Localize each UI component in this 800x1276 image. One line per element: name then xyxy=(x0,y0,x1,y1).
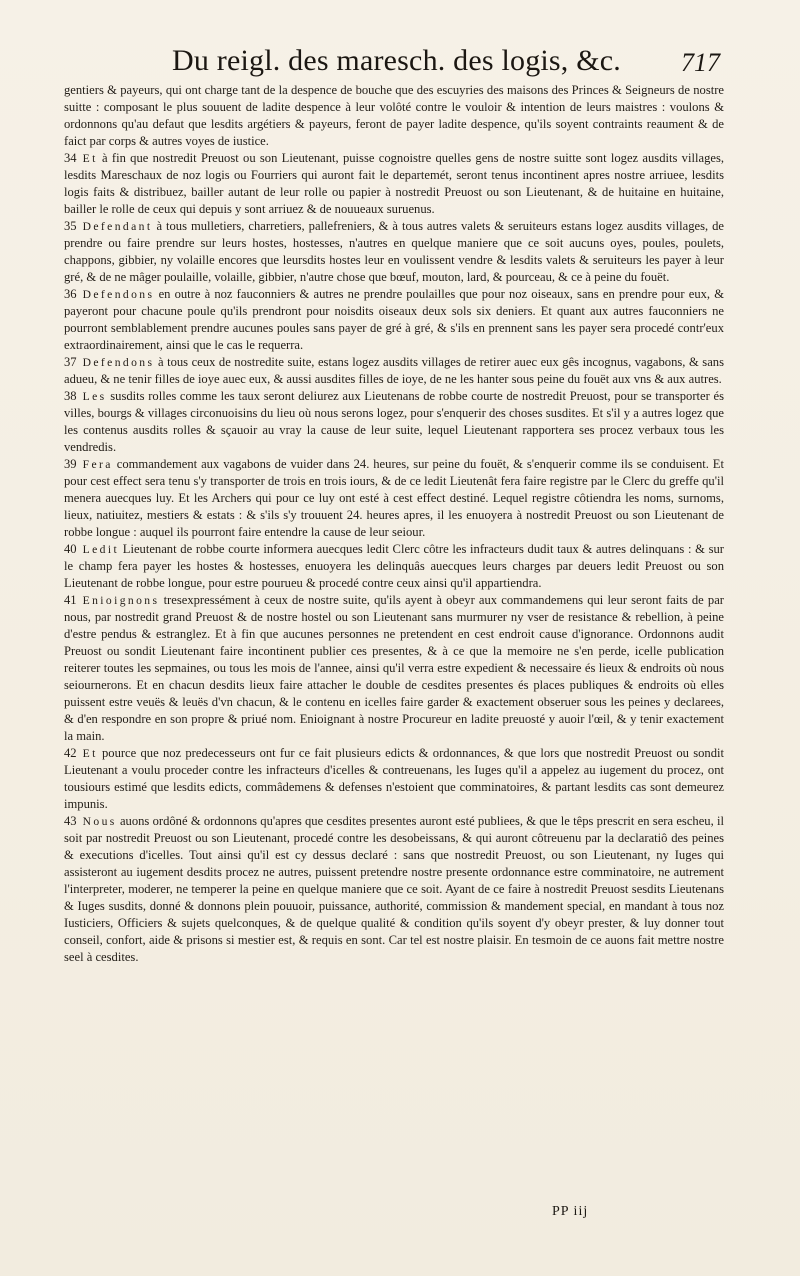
article-lead-word: Nous xyxy=(82,815,117,828)
article-41 xyxy=(64,592,724,745)
paragraph-text: Lieutenant de robbe courte informera auecques ledit Clerc côtre les infracteurs dudit taux & autres delinquans : & sur le champ fera payer les hostes & hostesses, enuoyera les delinquâs auecques leurs charges par deuers ledit Preuost ou son Lieutenant de robbe longue, pour estre pourueu & procedé contre ceux ainsi qu'il appartiendra. xyxy=(64,542,724,590)
paragraph-text: gentiers & payeurs, qui ont charge tant de la despence de bouche que des escuyries des maisons des Princes & Seigneurs de nostre suitte : composant le plus souuent de ladite despence à leur volôté contre le vouloir & intention de leurs maistres : voulons & ordonnons qu'au defaut que lesdits argétiers & payeurs, feront de payer ladite despence, qu'ils soyent contraints reaument & de faict par corps & autres voyes de iustice. xyxy=(64,83,724,148)
article-number: 40 xyxy=(64,542,77,556)
article-42 xyxy=(64,745,724,813)
paragraph-text: à fin que nostredit Preuost ou son Lieutenant, puisse cognoistre quelles gens de nostre suitte sont logez ausdits villages, lesdits Mareschaux de noz logis ou Fourriers qui auront fait le departemét, seront tenus incontinent apres nostre arriuee, lesdits logis faits & distribuez, bailler autant de leur rolle ou papier à nostredit Preuost ou son Lieutenant, & de huitaine en huitaine, bailler le rolle de ceux qui depuis y sont arriuez & de nouueaux suruenus. xyxy=(64,151,725,216)
article-40 xyxy=(64,541,724,592)
article-number: 43 xyxy=(64,814,77,828)
paragraph-continued xyxy=(64,82,724,150)
article-lead-word: Defendons xyxy=(82,288,155,301)
article-lead-word: Et xyxy=(82,152,98,165)
paragraph-text: auons ordôné & ordonnons qu'apres que cesdites presentes auront esté publiees, & que le têps prescrit en sera escheu, il soit par nostredit Preuost ou son Lieutenant, procedé contre les desobeissans, & qui auront côtreuenu par la declaratiô des peines & executions d'icelles. Tout ainsi qu'il est cy dessus declaré : sans que nostredit Preuost, ou son Lieutenant, ny Iuges qui assisteront au iugement desdits procez ne autres, puissent pretendre nostre presente ordonnance estre comminatoire, ne autrement l'interpreter, moderer, ne temperer la peine en quelque maniere que ce soit. Ayant de ce faire à nostredit Preuost sesdits Lieutenans & Iuges susdits, donné & donnons plein pouuoir, puissance, authorité, commission & mandement special, en mandant à tous noz Iusticiers, Officiers & sujets quelconques, & de quelque qualité & condition qu'ils soyent d'y obeyr prester, & luy donner tout conseil, confort, aide & prisons si mestier est, & requis en sont. Car tel est nostre plaisir. En tesmoin de ce auons fait mettre nostre seel à cesdites. xyxy=(64,814,724,964)
article-number: 35 xyxy=(64,219,77,233)
article-number: 42 xyxy=(64,746,77,760)
article-number: 37 xyxy=(64,355,77,369)
article-34 xyxy=(64,150,724,218)
signature-mark: PP iij xyxy=(552,1204,589,1219)
body-text xyxy=(64,82,724,966)
article-lead-word: Et xyxy=(82,747,98,760)
article-39 xyxy=(64,456,724,541)
paragraph-text: tresexpressément à ceux de nostre suite, qu'ils ayent à obeyr aux commandemens qui leur seront faits de par nous, par nostredit grand Preuost & de nostre hostel ou son Lieutenant sans murmurer ny vser de resistance & rebellion, à peine d'estre pendus & estranglez. Et à fin que aucunes personnes ne pretendent en cest endroit cause d'ignorance. Ordonnons audit Preuost ou sondit Lieutenant faire incontinent publier ces presentes, & à ce que la memoire ne s'en perde, icelle publication reiterer toutes les sepmaines, ou tous les mois de l'annee, ainsi qu'il verra estre expedient & necessaire és lieux & endroits où nous seiournerons. Et en chacun desdits lieux faire attacher le double de cesdites presentes és places publiques & endroits où elles puissent estre veuës & leuës d'vn chacun, & le contenu en icelles faire garder & exactement obseruer sous les peines y declarees, & d'en respondre en son propre & priué nom. Enioignant à nostre Procureur en ladite preuosté y auoir l'œil, & y tenir exactement la main. xyxy=(64,593,724,743)
running-head: Du reigl. des maresch. des logis, &c. xyxy=(172,44,621,77)
page-number: 717 xyxy=(681,48,720,77)
article-lead-word: Defendons xyxy=(82,356,155,369)
paragraph-text: à tous ceux de nostredite suite, estans logez ausdits villages de retirer auec eux gês incognus, vagabons, & sans adueu, & ne tenir filles de ioye auec eux, & aussi ausdites filles de ioye, de ne les hanter sous peine du fouët aux vns & aux autres. xyxy=(64,355,724,386)
article-lead-word: Enioignons xyxy=(82,594,160,607)
article-38 xyxy=(64,388,724,456)
article-number: 34 xyxy=(64,151,77,165)
article-lead-word: Fera xyxy=(82,458,113,471)
article-number: 39 xyxy=(64,457,77,471)
article-number: 36 xyxy=(64,287,77,301)
paragraph-text: susdits rolles comme les taux seront deliurez aux Lieutenans de robbe courte de nostredit Preuost, pour se transporter és villes, bourgs & villages circonuoisins du lieu où nous serons logez, pour s'enquerir des choses susdites. Et s'il y a autres logez que les contenus ausdits rolles & sçauoir au vray la cause de leur suite, lequel Lieutenant rapportera ses procez verbaux tous les vendredis. xyxy=(64,389,725,454)
paragraph-text: en outre à noz fauconniers & autres ne prendre poulailles que pour noz oiseaux, sans en prendre pour eux, & payeront pour chacune poule qu'ils prendront pour noisdits oiseaux deux sols six deniers. Et quant aux autres fauconniers ne pourront semblablement prendre aucunes poules sans payer de gré à gré, & s'ils en prennent sans les payer sera procedé contr'eux extraordinairement, ainsi que le cas le requerra. xyxy=(64,287,724,352)
article-lead-word: Defendant xyxy=(82,220,153,233)
article-37 xyxy=(64,354,724,388)
paragraph-text: commandement aux vagabons de vuider dans 24. heures, sur peine du fouët, & s'enquerir comme ils se conduisent. Et pour cest effect sera tenu s'y transporter de trois en trois iours, & de ce ledit Lieutenât fera faire registre par le Clerc du greffe qu'il menera auecques luy. Et les Archers qui pour ce luy ont esté à cest effect destiné. Lequel registre côtiendra les noms, surnoms, lieux, natiuitez, mestiers & estats : & s'ils s'y trouuent 24. heures apres, il les enuoyera à nostredit Preuost ou son Lieutenant de robbe longue : auquel ils pourront faire entendre la cause de leur seiour. xyxy=(64,457,724,539)
article-number: 38 xyxy=(64,389,77,403)
article-lead-word: Les xyxy=(82,390,107,403)
article-lead-word: Ledit xyxy=(82,543,120,556)
article-35 xyxy=(64,218,724,286)
paragraph-text: pource que noz predecesseurs ont fur ce fait plusieurs edicts & ordonnances, & que lors que nostredit Preuost ou sondit Lieutenant a voulu proceder contre les infracteurs d'icelles & contreuenans, les Iuges qu'il a appelez au iugement du procez, ont tousiours estimé que lesdits edicts, commâdemens & defenses n'estoient que comminatoires, & partant lesdits cas sont demeurez impunis. xyxy=(64,746,724,811)
article-43 xyxy=(64,813,724,966)
paragraph-text: à tous mulletiers, charretiers, pallefreniers, & à tous autres valets & seruiteurs estans logez ausdits villages, de prendre ou faire prendre sur leurs hostes, hostesses, n'autres en quelque maniere que ce soit aucuns oyes, poules, poulets, chappons, gibbier, ny volaille encores que leursdits hostes leur en voulissent vendre & lesdits valets & seruiteurs les payer à leur gré, & de ne mâger poulaille, volaille, gibbier, n'autre chose que bœuf, mouton, lard, & pourceau, & ce à peine du fouët. xyxy=(64,219,725,284)
article-36 xyxy=(64,286,724,354)
article-number: 41 xyxy=(64,593,77,607)
